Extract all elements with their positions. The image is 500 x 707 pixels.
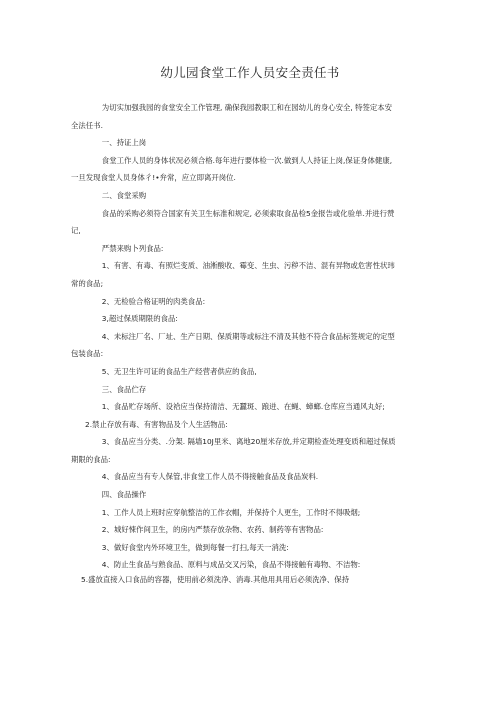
text-line: 4、食品应当有专人保管,非食堂工作人员不得接触食品及食品炭料. xyxy=(101,472,319,482)
text-line: 3,超过保质期限的食品: xyxy=(101,314,178,324)
text-line: 一、持证上岗 xyxy=(101,138,147,148)
text-line: 四、食品操作 xyxy=(101,490,147,500)
section-heading-2 xyxy=(87,187,412,205)
text-line: 1、食品贮存场所、设袷应当保持清洁、无蠶斑、踉迸、在蝇、蟑螂.仓库应当通风丸好; xyxy=(101,402,385,412)
list-item xyxy=(87,416,412,434)
paragraph xyxy=(87,240,412,258)
text-line: 二、食堂采购 xyxy=(101,190,147,200)
list-item xyxy=(87,468,412,486)
list-item xyxy=(71,257,412,292)
document-title: 幼儿园食堂工作人员安全责任书 xyxy=(160,65,340,80)
list-item xyxy=(87,293,412,311)
list-item xyxy=(87,363,412,381)
list-item xyxy=(71,328,412,363)
section-heading-1 xyxy=(87,134,412,152)
list-item xyxy=(87,504,412,522)
text-line: 食堂工作人员的身体状况必须合格.每年进行要体检一次.做到人人持证上岗,保证身体健康, xyxy=(101,155,393,165)
text-line: 全法任书. xyxy=(71,120,103,130)
list-item xyxy=(87,539,412,557)
text-line: 2、城好悚作间卫生，的房内严禁存放杂物、农药、制药等有害物品: xyxy=(101,525,324,535)
list-item xyxy=(81,574,412,586)
list-item xyxy=(87,398,412,416)
text-line: 1、有害、有毒、有照烂变质、油淅酸收、霉变、生虫、污秽不洁、混有异物或危害性状玮 xyxy=(101,261,395,271)
text-line: 严禁来购卜列食品: xyxy=(101,243,164,253)
section-heading-4 xyxy=(87,486,412,504)
text-line: 记, xyxy=(71,226,81,236)
paragraph xyxy=(71,205,412,240)
text-line: 5、无卫生许可证的食品生产经营者供应的食品, xyxy=(101,366,257,376)
text-line: 3、做好食堂内外环境卫生，做到每餐一打扫,每天一消洗: xyxy=(101,542,289,552)
list-item xyxy=(87,556,412,574)
section-heading-3 xyxy=(87,381,412,399)
text-line: 期限的食品: xyxy=(71,454,111,464)
text-line: 食品的采购必须符合国家有关卫生标准和规定, 必须索取食品检5金报告或化验单.并进行赞 xyxy=(101,208,395,218)
text-line: 一旦发现食堂人员身体彳!•弁常，应立即离开岗位. xyxy=(71,173,236,183)
text-line: 三、食品伫存 xyxy=(101,384,147,394)
list-item xyxy=(87,521,412,539)
text-line: 5.盛放直接入口食品的容器，使用前必须洗净、消毒.其他用具用后必须洗净、保持 xyxy=(81,575,350,585)
paragraph xyxy=(71,152,412,187)
list-item xyxy=(87,310,412,328)
text-line: 常的食品; xyxy=(71,278,104,288)
text-line: 2、无检验合格证明的肉类食品: xyxy=(101,296,206,306)
text-line: 3、食品应当分类、.分架. 隔墙10J里米、离地20厘米存放,并定期检查处理变质和超过保质 xyxy=(101,437,396,447)
paragraph-intro xyxy=(71,99,412,134)
text-line: 4、未标注厂名、厂址、生产日期、保质期等或标注不清及其他不符合食品标签规定的定型 xyxy=(101,331,395,341)
text-line: 1、工作人员上班时应穿航整洁的工作衣帽，并保持个人更生，工作时不得吸烟; xyxy=(101,507,361,517)
text-line: 2.禁止存放有毒、有害物品及个人生活物品: xyxy=(85,419,228,429)
text-line: 包装食品: xyxy=(71,349,104,359)
list-item xyxy=(71,433,412,468)
text-line: 为切实加强我园的食堂安全工作管理, 确保我园教职工和在园幼儿的身心安全, 特签定本安 xyxy=(101,103,393,112)
text-line: 4、防止生食品与熟食品、原料与成品交叉污染，食品不得接触有毒物、不洁物: xyxy=(101,560,361,570)
document-body xyxy=(71,99,412,586)
